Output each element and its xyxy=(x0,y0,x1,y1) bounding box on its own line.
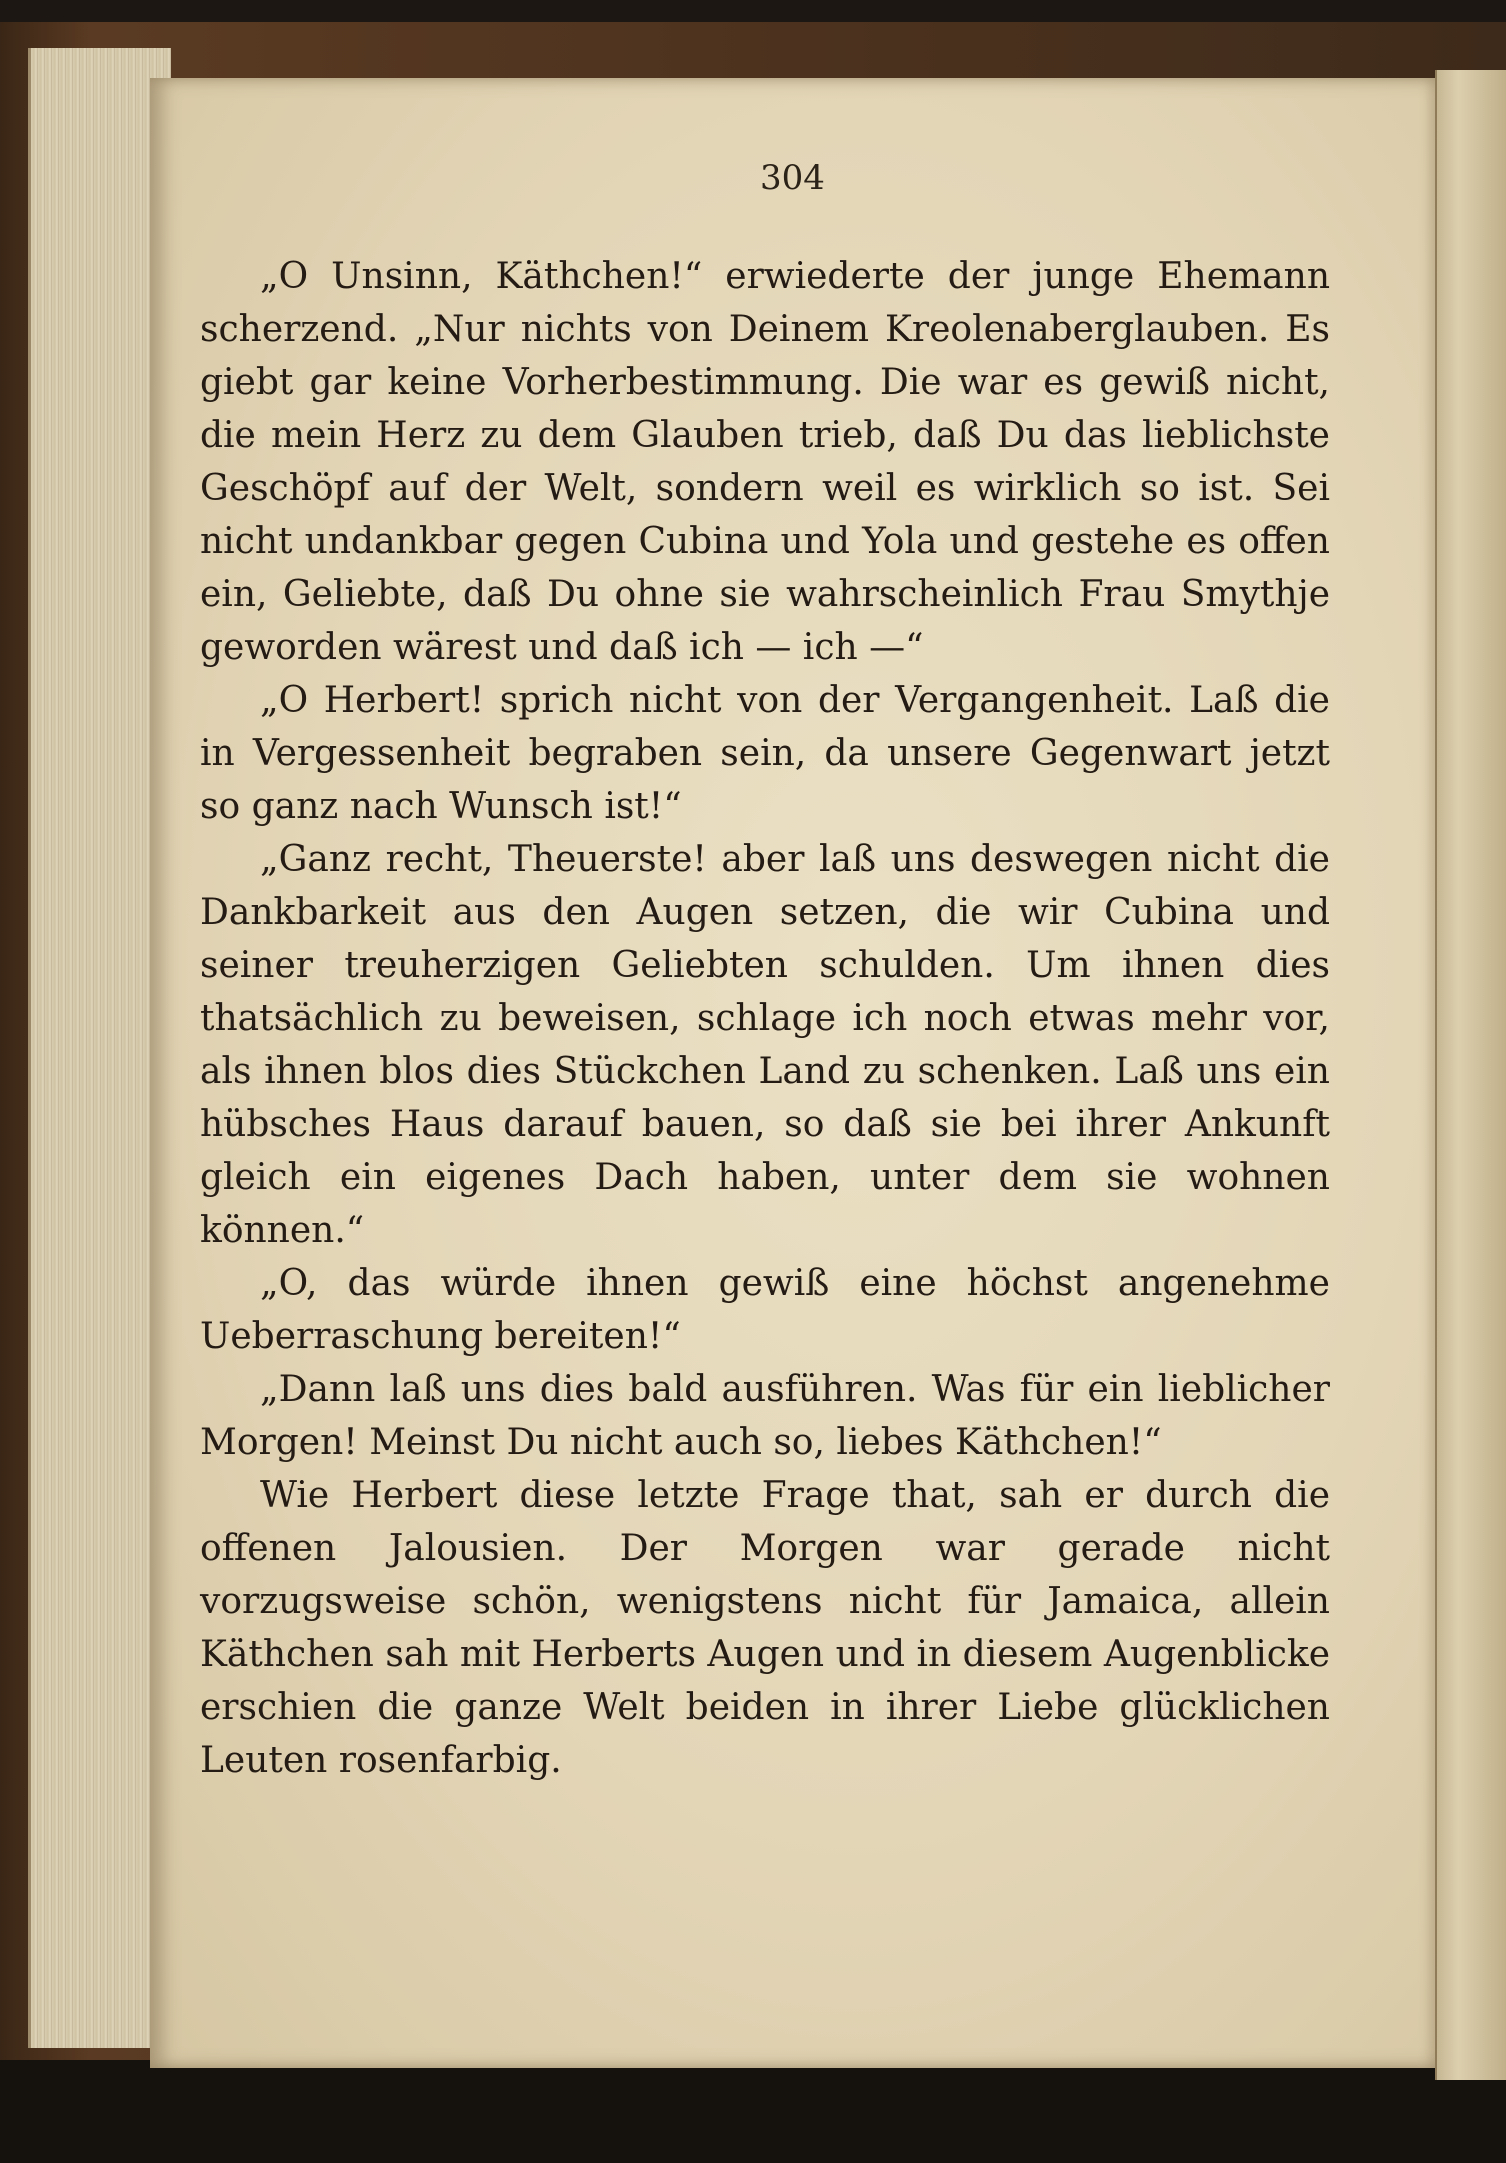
paragraph-3: „Ganz recht, Theuerste! aber laß uns deswegen nicht die Dankbarkeit aus den Augen setzen, die wir Cubina und seiner treuherzigen Geliebten schulden. Um ihnen dies thatsächlich zu beweisen, schlage ich noch etwas mehr vor, als ihnen blos dies Stückchen Land zu schenken. Laß uns ein hübsches Haus darauf bauen, so daß sie bei ihrer Ankunft gleich ein eigenes Dach haben, unter dem sie wohnen können.“ xyxy=(200,839,1330,1251)
paragraph-2: „O Herbert! sprich nicht von der Vergangenheit. Laß die in Vergessenheit begraben sein, da unsere Gegenwart jetzt so ganz nach Wunsch ist!“ xyxy=(200,680,1330,827)
table-surface xyxy=(0,2060,1506,2163)
page-number: 304 xyxy=(760,158,825,198)
paragraph-6: Wie Herbert diese letzte Frage that, sah er durch die offenen Jalousien. Der Morgen war gerade nicht vorzugsweise schön, wenigstens nicht für Jamaica, allein Käthchen sah mit Herberts Augen und in diesem Augenblicke erschien die ganze Welt beiden in ihrer Liebe glücklichen Leuten rosenfarbig. xyxy=(200,1475,1330,1781)
paragraph-5: „Dann laß uns dies bald ausführen. Was für ein lieblicher Morgen! Meinst Du nicht auch so, liebes Käthchen!“ xyxy=(200,1369,1330,1463)
page-body-text xyxy=(200,250,1330,1787)
paragraph-1: „O Unsinn, Käthchen!“ erwiederte der junge Ehemann scherzend. „Nur nichts von Deinem Kreolenaberglauben. Es giebt gar keine Vorherbestimmung. Die war es gewiß nicht, die mein Herz zu dem Glauben trieb, daß Du das lieblichste Geschöpf auf der Welt, sondern weil es wirklich so ist. Sei nicht undankbar gegen Cubina und Yola und gestehe es offen ein, Geliebte, daß Du ohne sie wahrscheinlich Frau Smythje geworden wärest und daß ich — ich —“ xyxy=(200,256,1330,668)
facing-page-edge xyxy=(1435,70,1506,2080)
paragraph-4: „O, das würde ihnen gewiß eine höchst angenehme Ueberraschung bereiten!“ xyxy=(200,1263,1330,1357)
